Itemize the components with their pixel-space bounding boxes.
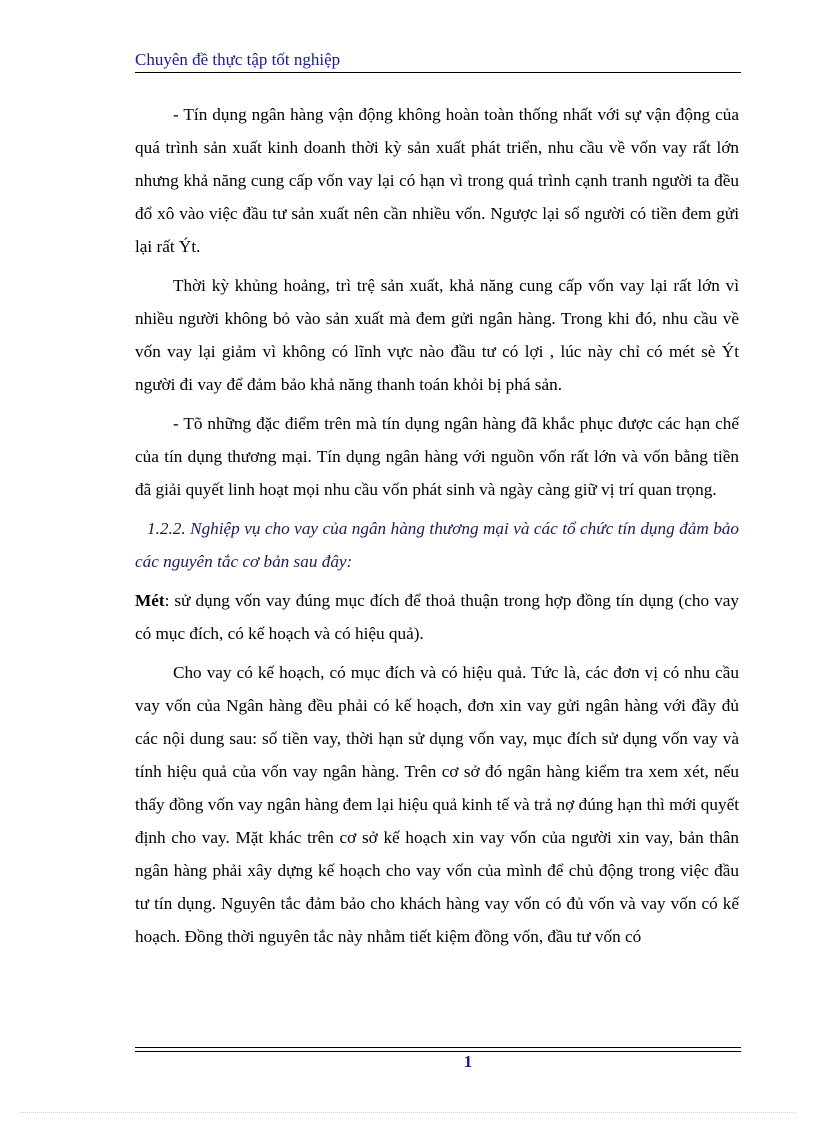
page-number: 1 — [463, 1052, 473, 1071]
principle-paragraph — [135, 584, 739, 650]
closing-paragraph: Cho vay có kế hoạch, có mục đích và có hiệu quả. Tức là, các đơn vị có nhu cầu vay vốn của Ngân hàng đều phải có kế hoạch, đơn xin vay gửi ngân hàng với đầy đủ các nội dung sau: số tiền vay, thời hạn sử dụng vốn vay, mục đích sử dụng vốn vay và tính hiệu quả của vốn vay ngân hàng. Trên cơ sở đó ngân hàng kiểm tra xem xét, nếu thấy đồng vốn vay ngân hàng đem lại hiệu quả kinh tế và trả nợ đúng hạn thì mới quyết định cho vay. Mặt khác trên cơ sở kế hoạch xin vay vốn của người xin vay, bản thân ngân hàng phải xây dựng kế hoạch cho vay vốn của mình để chủ động trong việc đầu tư tín dụng. Nguyên tắc đảm bảo cho khách hàng vay vốn có đủ vốn và vay vốn có kế hoạch. Đồng thời nguyên tắc này nhằm tiết kiệm đồng vốn, đầu tư vốn có — [135, 663, 739, 946]
paragraph-2: Thời kỳ khủng hoảng, trì trệ sản xuất, khả năng cung cấp vốn vay lại rất lớn vì nhiều người không bỏ vào sản xuất mà đem gửi ngân hàng. Trong khi đó, nhu cầu về vốn vay lại giảm vì không có lĩnh vực nào đầu tư có lợi , lúc này chỉ có mét sè Ýt người đi vay để đảm bảo khả năng thanh toán khỏi bị phá sản. — [135, 276, 739, 394]
paragraph-1: - Tín dụng ngân hàng vận động không hoàn toàn thống nhất với sự vận động của quá trình sản xuất kinh doanh thời kỳ sản xuất phát triển, nhu cầu về vốn vay rất lớn nhưng khả năng cung cấp vốn vay lại có hạn vì trong quá trình cạnh tranh người ta đều đổ xô vào việc đầu tư sản xuất nên cần nhiều vốn. Ngược lại số người có tiền đem gửi lại rất Ýt. — [135, 105, 739, 256]
principle-text: : sử dụng vốn vay đúng mục đích để thoả thuận trong hợp đồng tín dụng (cho vay có mục đích, có kế hoạch và có hiệu quả). — [135, 591, 739, 643]
paragraph-3: - Tõ những đặc điểm trên mà tín dụng ngân hàng đã khắc phục được các hạn chế của tín dụng thương mại. Tín dụng ngân hàng với nguồn vốn rất lớn và vốn bằng tiền đã giải quyết linh hoạt mọi nhu cầu vốn phát sinh và ngày càng giữ vị trí quan trọng. — [135, 414, 739, 499]
page-header-title: Chuyên đề thực tập tốt nghiệp — [135, 50, 341, 69]
header-divider — [135, 72, 741, 73]
document-body — [135, 98, 739, 959]
footer-divider-top — [135, 1047, 741, 1048]
principle-label: Mét — [135, 591, 165, 610]
page-break-line — [20, 1112, 796, 1113]
section-heading: 1.2.2. Nghiệp vụ cho vay của ngân hàng thương mại và các tổ chức tín dụng đảm bảo các nguyên tắc cơ bản sau đây: — [135, 519, 739, 571]
